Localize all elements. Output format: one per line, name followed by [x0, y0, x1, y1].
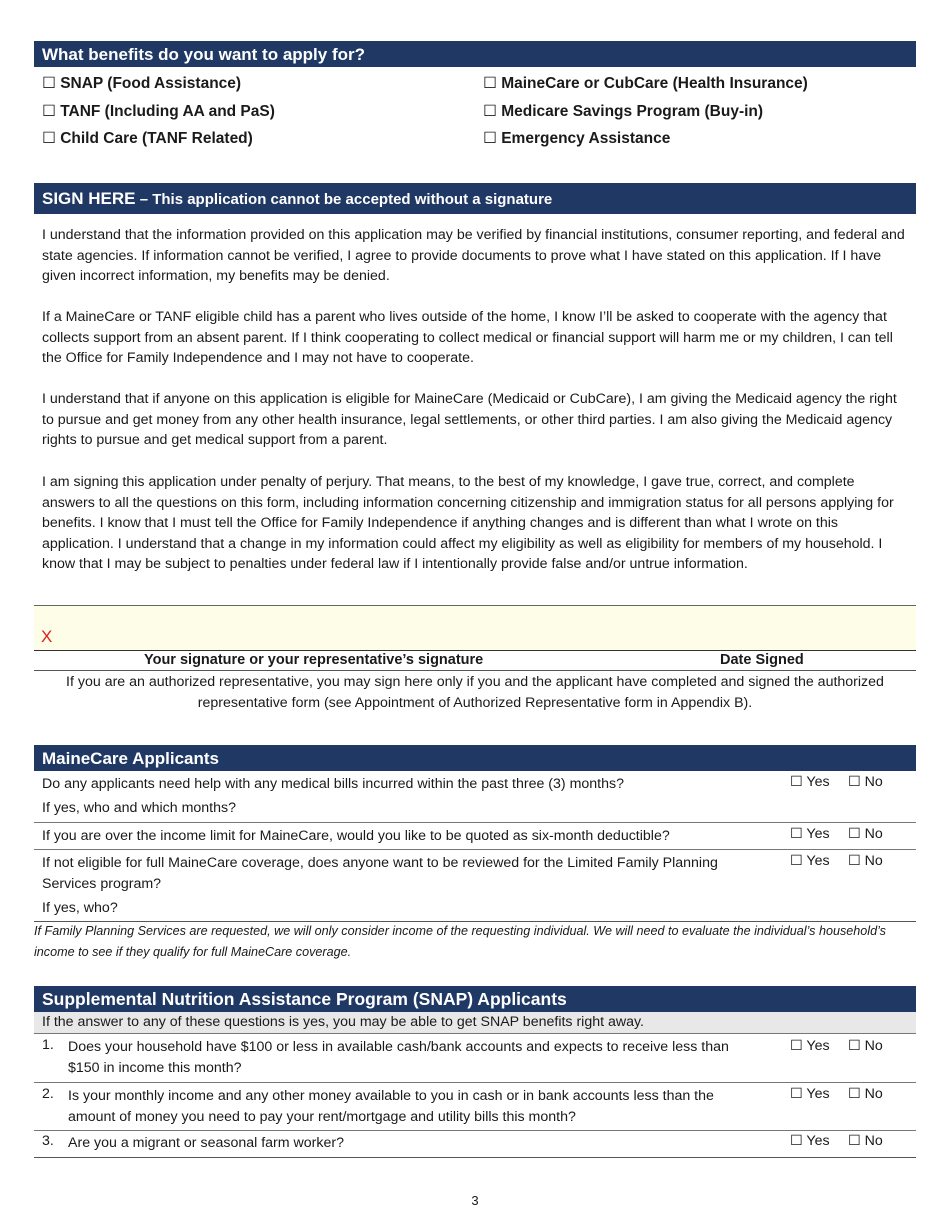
sign-paragraph-2: If a MaineCare or TANF eligible child has a parent who lives outside of the home, I know I’ll be asked to cooperate with the agency that collects support from an absent parent. If I think cooperating to collect medical or financial support will harm me or my children, I can tell the Office for Family Independence and I may not have to cooperate. [42, 309, 893, 367]
sign-header-rest: – This application cannot be accepted without a signature [135, 191, 553, 208]
mainecare-q1-no[interactable]: ☐ No [848, 774, 883, 790]
signature-x-mark: X [41, 627, 53, 646]
snap-q3-answer [790, 1133, 883, 1149]
mainecare-q3-answer [790, 853, 883, 869]
mainecare-q2-no[interactable]: ☐ No [848, 826, 883, 842]
sign-header [34, 183, 916, 214]
snap-divider-3 [34, 1157, 916, 1158]
signature-label-divider [34, 670, 916, 671]
mainecare-q3: If not eligible for full MaineCare coverage, does anyone want to be reviewed for the Limited Family Planning Services program? [42, 855, 718, 892]
snap-q2-answer [790, 1086, 883, 1102]
checkbox-medicare-savings[interactable]: ☐ Medicare Savings Program (Buy-in) [483, 103, 764, 120]
mainecare-q3-yes[interactable]: ☐ Yes [790, 853, 830, 869]
snap-q3-no[interactable]: ☐ No [848, 1133, 883, 1149]
checkbox-tanf[interactable]: ☐ TANF (Including AA and PaS) [42, 103, 275, 120]
checkbox-emergency-assistance[interactable]: ☐ Emergency Assistance [483, 130, 671, 147]
snap-intro: If the answer to any of these questions is yes, you may be able to get SNAP benefits right away. [34, 1012, 916, 1033]
snap-q3-number: 3. [42, 1133, 54, 1149]
sign-header-main: SIGN HERE [42, 189, 136, 208]
snap-q2-number: 2. [42, 1086, 54, 1102]
checkbox-mainecare[interactable]: ☐ MaineCare or CubCare (Health Insurance) [483, 75, 808, 92]
snap-divider-1 [34, 1082, 916, 1083]
mainecare-q3-no[interactable]: ☐ No [848, 853, 883, 869]
mainecare-header: MaineCare Applicants [34, 745, 916, 771]
snap-q2-text: Is your monthly income and any other money available to you in cash or in bank accounts less than the amount of money you need to pay your rent/mortgage and utility bills this month? [68, 1088, 714, 1125]
mainecare-q2: If you are over the income limit for MaineCare, would you like to be quoted as six-month deductible? [42, 828, 670, 844]
authorized-rep-note: If you are an authorized representative, you may sign here only if you and the applicant have completed and signed the authorized representative form (see Appointment of Authorized Representative form in Appendix B). [66, 674, 884, 711]
snap-q1-yes[interactable]: ☐ Yes [790, 1038, 830, 1054]
mainecare-q2-yes[interactable]: ☐ Yes [790, 826, 830, 842]
snap-q1-no[interactable]: ☐ No [848, 1038, 883, 1054]
checkbox-child-care[interactable]: ☐ Child Care (TANF Related) [42, 130, 253, 147]
benefits-header: What benefits do you want to apply for? [34, 41, 916, 67]
sign-paragraph-3: I understand that if anyone on this application is eligible for MaineCare (Medicaid or CubCare), I am giving the Medicaid agency the right to pursue and get money from any other health insurance, legal settlements, or other third parties. I am also giving the Medicaid agency rights to pursue and get medical support from a parent. [42, 391, 897, 449]
snap-divider-2 [34, 1130, 916, 1131]
sign-paragraph-1: I understand that the information provided on this application may be verified by financial institutions, consumer reporting, and federal and state agencies. If information cannot be verified, I agree to provide documents to prove what I have stated on this application. If I have given incorrect information, my benefits may be denied. [42, 227, 905, 285]
mainecare-q2-answer [790, 826, 883, 842]
checkbox-snap[interactable]: ☐ SNAP (Food Assistance) [42, 75, 242, 92]
sign-paragraph-4: I am signing this application under penalty of perjury. That means, to the best of my knowledge, I gave true, correct, and complete answers to all the questions on this form, including information concerning citizenship and immigration status for all persons applying for benefits. I know that I must tell the Office for Family Independence if anything changes and is different than what I wrote on this application. I understand that a change in my information could affect my eligibility as well as eligibility for members of my household. I know that I may be subject to penalties under federal law if I intentionally provide false and/or untrue information. [42, 474, 894, 573]
mainecare-q3-follow: If yes, who? [42, 900, 118, 916]
snap-divider-0 [34, 1033, 916, 1034]
snap-q1-answer [790, 1038, 883, 1054]
snap-q3-yes[interactable]: ☐ Yes [790, 1133, 830, 1149]
mainecare-q1: Do any applicants need help with any medical bills incurred within the past three (3) months? [42, 776, 624, 792]
mainecare-q1-follow: If yes, who and which months? [42, 800, 236, 816]
signature-label: Your signature or your representative’s signature [144, 652, 484, 668]
mainecare-divider-2 [34, 849, 916, 850]
mainecare-q1-yes[interactable]: ☐ Yes [790, 774, 830, 790]
snap-header: Supplemental Nutrition Assistance Program (SNAP) Applicants [34, 986, 916, 1012]
mainecare-divider-1 [34, 822, 916, 823]
snap-q3-text: Are you a migrant or seasonal farm worker? [68, 1135, 344, 1151]
family-planning-note: If Family Planning Services are requested, we will only consider income of the requesting individual. We will need to evaluate the individual’s household’s income to see if they qualify for full MaineCare coverage. [34, 924, 886, 959]
date-signed-label: Date Signed [720, 652, 804, 668]
snap-q1-text: Does your household have $100 or less in available cash/bank accounts and expects to receive less than $150 in income this month? [68, 1039, 729, 1076]
snap-q1-number: 1. [42, 1037, 54, 1053]
mainecare-q1-answer [790, 774, 883, 790]
snap-q2-yes[interactable]: ☐ Yes [790, 1086, 830, 1102]
page-number: 3 [471, 1193, 479, 1208]
snap-q2-no[interactable]: ☐ No [848, 1086, 883, 1102]
signature-field[interactable] [34, 605, 916, 651]
